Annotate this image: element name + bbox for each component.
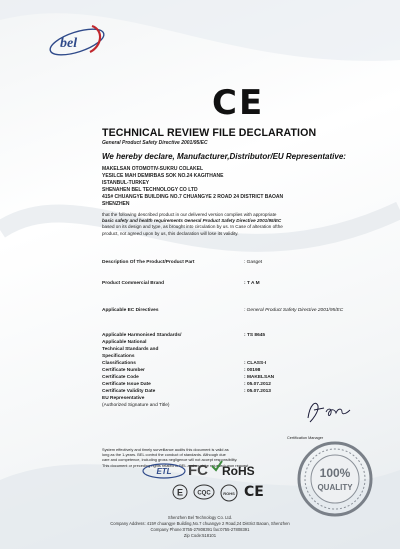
validity-date-value: : 05.07.2013 <box>244 389 271 394</box>
address-line: MAKELSAN OTOMOTIV-SUKRU COLAKEL <box>102 166 204 172</box>
issue-date-value-text: 05.07.2012 <box>246 382 271 387</box>
compliance-statement <box>102 212 302 237</box>
address-line: SHENAHEN BEL TECHNOLOGY CO LTD <box>102 187 198 193</box>
validity-date-value-text: 05.07.2013 <box>246 389 271 394</box>
description-value-text: Gasget <box>246 260 263 265</box>
statement-line: that the following described product in our delivered version complies with appropriate <box>102 212 277 217</box>
e-mark-logo-icon <box>172 484 188 500</box>
footnote-line: long as the 1-years. BEL control the conduct of standards. Although due <box>102 452 226 458</box>
statement-line: based on its design and type, as brought into circulation by us. In Case of alteration ofthe <box>102 224 283 230</box>
statement-line: product, not agreed upon by us, this declaration will lose its validity. <box>102 230 239 236</box>
svg-text:E: E <box>176 487 184 498</box>
bel-logo-icon <box>42 20 112 64</box>
cqc-logo-icon <box>193 484 215 500</box>
standards-label-line: Technical Standards and <box>102 347 159 352</box>
issue-date-value: : 05.07.2012 <box>244 382 271 387</box>
cert-number-value-text: 00198 <box>246 368 261 373</box>
svg-text:100%: 100% <box>319 466 351 480</box>
signature-label: (Authorized Signature and Title) <box>102 403 170 408</box>
address-line: SHENZHEN <box>102 201 130 207</box>
document-title: TECHNICAL REVIEW FILE DECLARATION <box>102 127 317 139</box>
description-label: Description Of The Product/Product Part <box>102 260 195 265</box>
svg-text:QUALITY: QUALITY <box>317 483 353 492</box>
directives-value-text: General Product Safety Directive 2001/95/EC <box>246 308 344 313</box>
cert-code-value: : MAKELSAN <box>244 375 275 380</box>
standards-label-line: Applicable National <box>102 340 147 345</box>
standards-value-text: TS 8645 <box>246 333 266 338</box>
footer-company: Shenzhen Bel Technology Co. Ltd. <box>167 515 233 520</box>
classifications-label: Classifications <box>102 361 136 366</box>
rohs-logo-icon: RoHS <box>222 464 255 478</box>
brand-value: : T A M <box>244 281 260 286</box>
footer-address: Company Address: 415# chuangye Building,No.7 chuangye 2 Road,24 District Baoan, Shenzhen <box>110 521 290 526</box>
statement-line: basic safety and health requirements General Product Safety Directive 2001/95/EC <box>102 218 282 224</box>
signature-caption: Certification Manager <box>287 436 324 440</box>
eu-rep-label: EU Representative <box>102 396 145 401</box>
declaration-heading: We hereby declare, Manufacturer,Distributor/EU Representative: <box>102 152 346 161</box>
handwritten-signature <box>300 396 360 424</box>
standards-value: : TS 8645 <box>244 333 266 338</box>
footer-zip: Zip Code:518101 <box>183 533 217 538</box>
address-line: YESILCE MAH DEMIRBAS SOK NO.24 KAGITHANE <box>102 173 224 179</box>
footer-phone: Company Phone:0755-27808391 fax:0755-27808391 <box>150 527 250 532</box>
document-subtitle: General Product Safety Directive 2001/95/EC <box>102 140 208 146</box>
cert-code-label: Certificate Code <box>102 375 139 380</box>
ce-logo-icon: CE <box>244 484 264 500</box>
cert-number-value: : 00198 <box>244 368 261 373</box>
directives-value: : General Product Safety Directive 2001/95/EC <box>244 308 344 313</box>
validity-date-label: Certificate Validity Date <box>102 389 156 394</box>
quality-stamp <box>296 440 374 518</box>
footnote-line: System effectively and timely surveillance audits this document is valid as <box>102 447 229 452</box>
svg-text:CQC: CQC <box>197 490 211 497</box>
cert-number-label: Certificate Number <box>102 368 145 373</box>
address-line: ISTANBUL-TURKEY <box>102 180 150 186</box>
footnote-line: This document or preceding rights related to BEL and must be returned upon request <box>102 462 249 468</box>
classifications-value: : CLASS-I <box>244 361 267 366</box>
issue-date-label: Certificate Issue Date <box>102 382 151 387</box>
svg-text:ROHS: ROHS <box>223 491 235 496</box>
fc-logo-icon: FC <box>188 462 208 479</box>
description-value: : Gasget <box>244 260 263 265</box>
rohs-badge-icon <box>220 484 238 502</box>
svg-text:bel: bel <box>60 36 78 51</box>
address-line: 415# CHUANGYE BUILDING NO.7 CHUANGYE 2 ROAD 24 DISTRICT BAOAN <box>102 194 284 200</box>
etl-logo-icon <box>142 463 186 479</box>
brand-value-text: T A M <box>246 281 260 286</box>
standards-label-line: Specifications <box>102 354 135 359</box>
standards-label-line: Applicable Harmonised Standards/ <box>102 333 182 338</box>
brand-label: Product Commercial Brand <box>102 281 165 286</box>
ce-mark: CE <box>212 83 265 123</box>
footnote-line: care and competence, including gross negligence will not accept responsibility. <box>102 457 238 463</box>
cert-code-value-text: MAKELSAN <box>246 375 275 380</box>
standards-label <box>102 332 181 360</box>
svg-text:ETL: ETL <box>156 467 172 476</box>
classifications-value-text: CLASS-I <box>246 361 267 366</box>
directives-label: Applicable EC Directives <box>102 308 159 313</box>
